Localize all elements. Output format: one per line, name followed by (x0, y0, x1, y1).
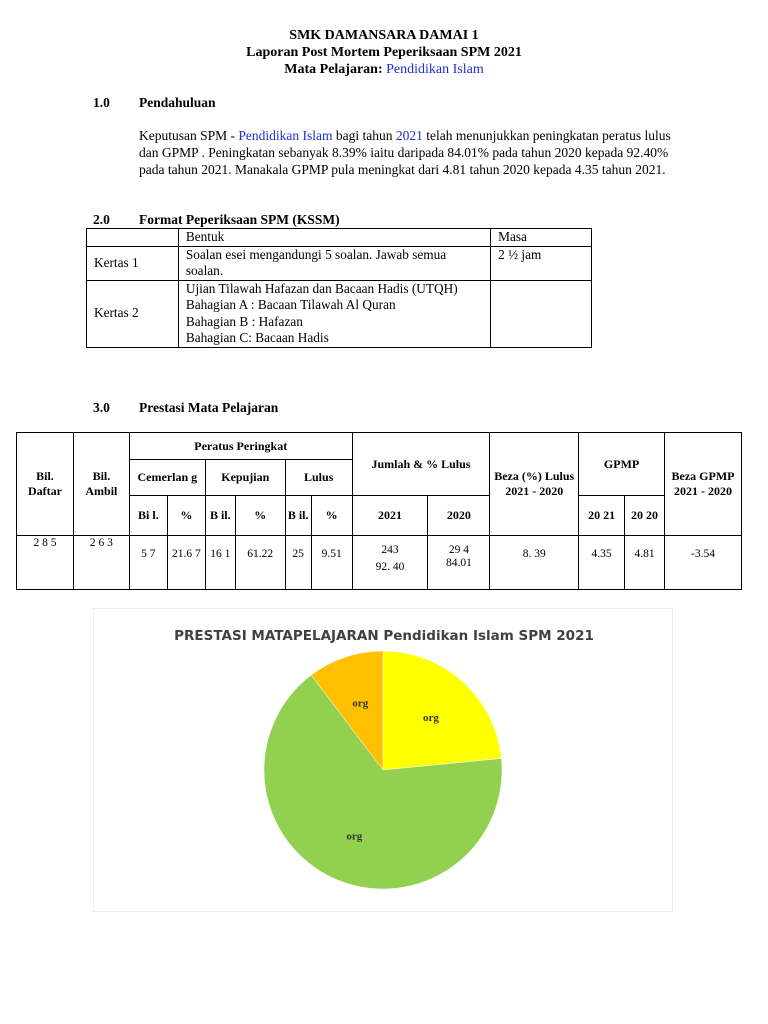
gpmp-2021-header: 20 21 (579, 496, 625, 536)
section-3-title: Prestasi Mata Pelajaran (139, 400, 279, 415)
cemerlang-pct-header: % (167, 496, 205, 536)
paper-description-line: Bahagian B : Hafazan (185, 313, 303, 329)
subject-line (0, 62, 768, 78)
intro-year: 2021 (395, 128, 423, 143)
paper-description: Soalan esei mengandungi 5 soalan. Jawab semua soalan. (178, 246, 490, 280)
school-name: SMK DAMANSARA DAMAI 1 (289, 28, 479, 43)
section-2-number: 2.0 (93, 212, 110, 227)
bentuk-header: Bentuk (178, 229, 490, 247)
paper-name: Kertas 2 (87, 280, 179, 347)
table-row (87, 229, 592, 247)
lulus-pct-header: % (311, 496, 352, 536)
intro-paragraph (139, 127, 679, 178)
jumlah-2021-value (352, 536, 428, 590)
lulus-bil-header: B il. (285, 496, 311, 536)
paper-description-line: Bahagian A : Bacaan Tilawah Al Quran (185, 297, 396, 312)
pie-chart-svg (94, 609, 674, 913)
section-1-number: 1.0 (93, 95, 110, 110)
section-3-number: 3.0 (93, 400, 110, 415)
exam-format-table (86, 228, 592, 348)
cemerlang-bil-header: Bi l. (129, 496, 167, 536)
jumlah-2021-header: 2021 (352, 496, 428, 536)
bil-ambil-value: 2 6 3 (73, 536, 129, 590)
paper-description-line: Bahagian C: Bacaan Hadis (185, 330, 329, 345)
jumlah-header: Jumlah & % Lulus (352, 433, 490, 496)
pie-slice-label: org (346, 830, 363, 843)
report-title: Laporan Post Mortem Peperiksaan SPM 2021 (246, 45, 522, 60)
subject-label: Mata Pelajaran: (284, 62, 383, 77)
pie-slices (264, 651, 502, 889)
intro-text-b: bagi tahun (332, 128, 396, 143)
masa-header: Masa (491, 229, 592, 247)
section-3-heading (93, 400, 278, 416)
paper-description-line: Ujian Tilawah Hafazan dan Bacaan Hadis (UTQH) (185, 280, 458, 296)
lulus-pct-value: 9.51 (311, 536, 352, 590)
performance-table (16, 432, 742, 590)
kepujian-header: Kepujian (205, 460, 285, 496)
pie-slice-label: org (352, 697, 369, 710)
pie-slice (383, 651, 501, 770)
paper-description (178, 280, 490, 347)
pie-slice-label: org (423, 712, 439, 725)
beza-lulus-header: Beza (%) Lulus 2021 - 2020 (490, 433, 579, 536)
kepujian-bil-header: B il. (205, 496, 235, 536)
gpmp-2020-value: 4.81 (625, 536, 665, 590)
peratus-peringkat-header: Peratus Peringkat (129, 433, 352, 460)
beza-gpmp-header: Beza GPMP 2021 - 2020 (665, 433, 742, 536)
paper-time (491, 280, 592, 347)
cemerlang-header: Cemerlan g (129, 460, 205, 496)
bil-ambil-header: Bil. Ambil (73, 433, 129, 536)
table-row (17, 536, 742, 590)
gpmp-2020-header: 20 20 (625, 496, 665, 536)
kepujian-bil-value: 16 1 (205, 536, 235, 590)
beza-lulus-value: 8. 39 (490, 536, 579, 590)
cemerlang-pct-value: 21.6 7 (167, 536, 205, 590)
cemerlang-bil-value: 5 7 (129, 536, 167, 590)
bil-daftar-header: Bil. Daftar (17, 433, 74, 536)
jumlah-2021-count: 243 (381, 544, 399, 556)
jumlah-2021-percent: 92. 40 (375, 560, 405, 573)
section-1-title: Pendahuluan (139, 95, 216, 110)
paper-time: 2 ½ jam (491, 246, 592, 280)
pie-chart (93, 608, 673, 912)
subject-name: Pendidikan Islam (386, 62, 484, 77)
lulus-bil-value: 25 (285, 536, 311, 590)
gpmp-header: GPMP (579, 433, 665, 496)
beza-gpmp-value: -3.54 (665, 536, 742, 590)
table-row (87, 280, 592, 347)
section-2-heading (93, 212, 340, 228)
chart-title: PRESTASI MATAPELAJARAN Pendidikan Islam SPM 2021 (174, 628, 594, 644)
kepujian-pct-value: 61.22 (235, 536, 285, 590)
kepujian-pct-header: % (235, 496, 285, 536)
intro-subject: Pendidikan Islam (238, 128, 333, 143)
section-1-heading (93, 95, 216, 111)
table-row (87, 246, 592, 280)
intro-text-c: telah menunjukkan peningkatan peratus lulus dan GPMP . Peningkatan sebanyak 8.39% iaitu daripada 84.01% pada tahun 2020 kepada 92.40% pada tahun 2021. Manakala GPMP pula meningkat dari 4.81 tahun 2020 kepada 4.35 tahun 2021. (139, 128, 671, 177)
bil-daftar-value: 2 8 5 (17, 536, 74, 590)
paper-name: Kertas 1 (87, 246, 179, 280)
table-cell (87, 229, 179, 247)
section-2-title: Format Peperiksaan SPM (KSSM) (139, 212, 340, 227)
jumlah-2020-value (428, 536, 490, 590)
gpmp-2021-value: 4.35 (579, 536, 625, 590)
intro-text-a: Keputusan SPM - (139, 128, 239, 143)
lulus-header: Lulus (285, 460, 352, 496)
jumlah-2020-header: 2020 (428, 496, 490, 536)
jumlah-2020-percent: 84.01 (445, 556, 472, 569)
table-row (17, 433, 742, 460)
jumlah-2020-count: 29 4 (448, 544, 469, 556)
